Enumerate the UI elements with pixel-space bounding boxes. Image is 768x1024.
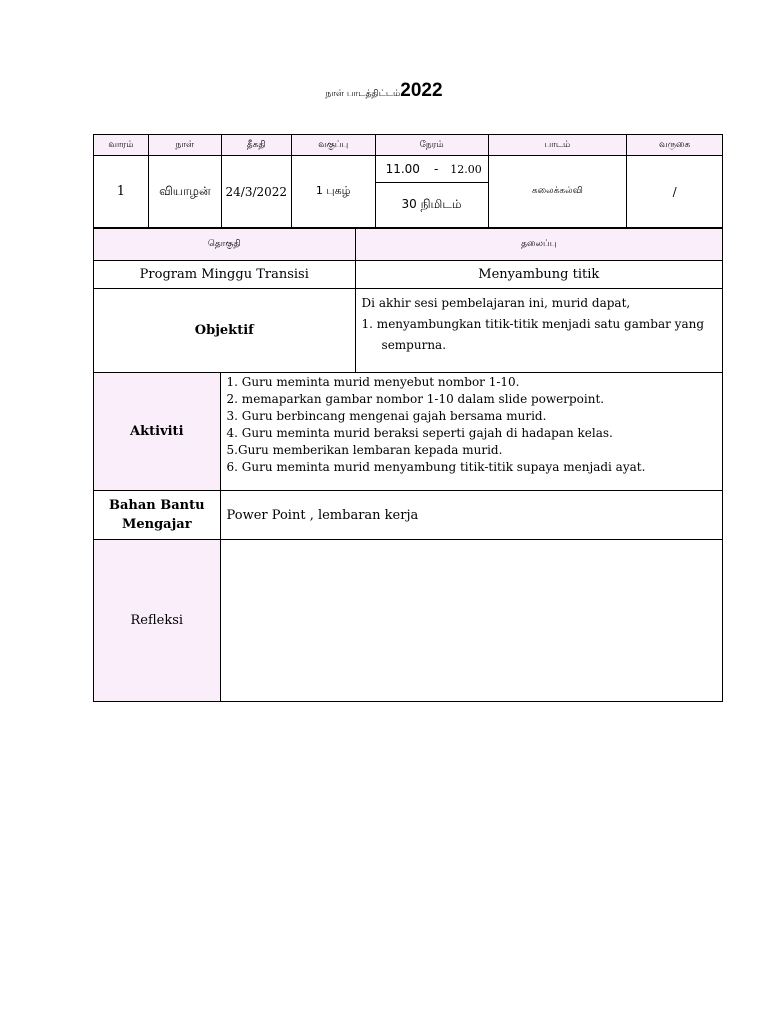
- header-class: வகுப்பு: [291, 135, 375, 156]
- info-row: [94, 156, 723, 228]
- page-title: [0, 80, 768, 102]
- title-label: நாள் பாடத்திட்டம்: [325, 89, 401, 99]
- materials-label: [94, 491, 221, 540]
- materials-row: [94, 491, 723, 540]
- materials-value: Power Point , lembaran kerja: [220, 491, 722, 540]
- objective-label: Objektif: [94, 289, 356, 373]
- theme-header-row: [94, 229, 723, 261]
- time-start: 11.00: [385, 162, 420, 176]
- time-dash: -: [433, 162, 439, 176]
- title-year: 2022: [400, 80, 443, 101]
- info-table: [93, 134, 723, 228]
- title-value: Menyambung titik: [355, 261, 722, 289]
- reflection-label: Refleksi: [94, 540, 221, 702]
- activity-item: 4. Guru meminta murid beraksi seperti gajah di hadapan kelas.: [226, 426, 613, 440]
- info-header-row: [94, 135, 723, 156]
- title-header: தலைப்பு: [355, 229, 722, 261]
- activity-item: 2. memaparkan gambar nombor 1-10 dalam slide powerpoint.: [226, 392, 605, 406]
- theme-header: தொகுதி: [94, 229, 356, 261]
- objective-row: [94, 289, 723, 373]
- header-day: நாள்: [148, 135, 221, 156]
- attendance-value: /: [627, 156, 723, 228]
- theme-table: [93, 228, 723, 373]
- duration-value: 30 நிமிடம்: [401, 196, 462, 211]
- activity-item: 6. Guru meminta murid menyambung titik-titik supaya menjadi ayat.: [226, 460, 646, 474]
- subject-value: கலைக்கல்வி: [488, 156, 627, 228]
- activities-label: Aktiviti: [94, 373, 221, 491]
- activity-item: 1. Guru meminta murid menyebut nombor 1-10.: [226, 375, 520, 389]
- theme-value: Program Minggu Transisi: [94, 261, 356, 289]
- header-subject: பாடம்: [488, 135, 627, 156]
- day-value: வியாழன்: [148, 156, 221, 228]
- header-date: தீகதி: [221, 135, 291, 156]
- objective-content: [355, 289, 722, 373]
- activities-row: [94, 373, 723, 491]
- activity-item: 5.Guru memberikan lembaran kepada murid.: [226, 443, 503, 457]
- header-time: நேரம்: [375, 135, 488, 156]
- time-cell: [375, 156, 488, 228]
- activities-list: [220, 373, 722, 491]
- header-week: வாரம்: [94, 135, 149, 156]
- reflection-row: [94, 540, 723, 702]
- theme-row: [94, 261, 723, 289]
- reflection-value[interactable]: [220, 540, 722, 702]
- class-value: 1 புகழ்: [291, 156, 375, 228]
- date-value: 24/3/2022: [221, 156, 291, 228]
- week-value: 1: [94, 156, 149, 228]
- objective-item-line2: sempurna.: [381, 338, 447, 352]
- header-attendance: வருகை: [627, 135, 723, 156]
- materials-label-line1: Bahan Bantu: [108, 498, 205, 513]
- objective-item-line1: 1. menyambungkan titik-titik menjadi satu gambar yang: [361, 317, 705, 331]
- time-end: 12.00: [450, 162, 482, 176]
- activity-item: 3. Guru berbincang mengenai gajah bersama murid.: [226, 409, 547, 423]
- materials-label-line2: Mengajar: [121, 517, 192, 532]
- objective-intro: Di akhir sesi pembelajaran ini, murid dapat,: [361, 296, 631, 310]
- time-range: [376, 156, 488, 183]
- activity-table: [93, 372, 723, 702]
